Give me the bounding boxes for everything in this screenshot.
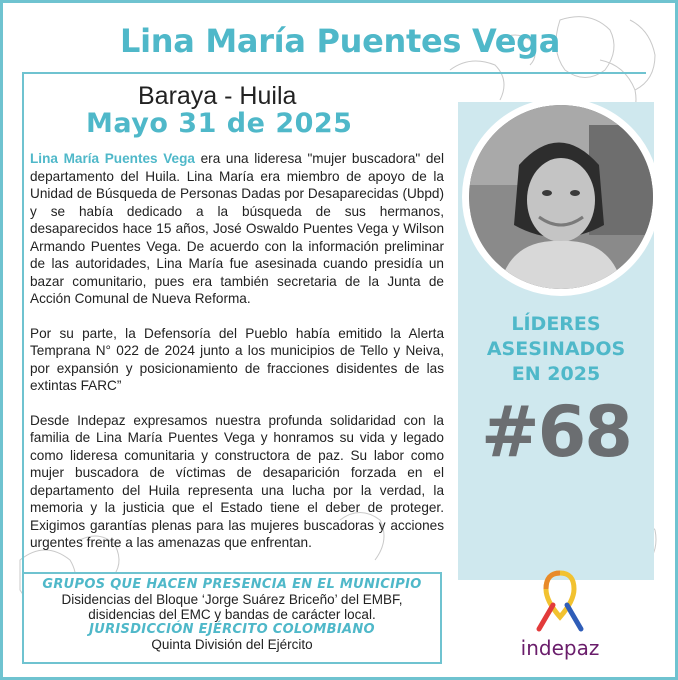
groups-heading: GRUPOS QUE HACEN PRESENCIA EN EL MUNICIPIO xyxy=(42,577,422,592)
left-rule xyxy=(22,74,24,574)
portrait-illustration xyxy=(469,105,653,289)
leader-count-number: #68 xyxy=(480,391,632,473)
highlighted-name: Lina María Puentes Vega xyxy=(30,151,195,166)
indepaz-ribbon-icon xyxy=(525,565,595,635)
location: Baraya - Huila xyxy=(138,82,297,110)
leaders-murdered-label xyxy=(458,312,654,387)
indepaz-logo-text: indepaz xyxy=(520,636,600,660)
date: Mayo 31 de 2025 xyxy=(86,108,353,139)
article-body xyxy=(30,150,444,569)
groups-line-2: disidencias del EMC y bandas de carácter local. xyxy=(88,607,376,622)
paragraph-2: Por su parte, la Defensoría del Pueblo había emitido la Alerta Temprana N° 022 de 2024 junto a los municipios de Tello y Neiva, por expansión y posicionamiento de fracciones disidentes de las extintas FARC” xyxy=(30,325,444,393)
paragraph-1 xyxy=(30,150,444,308)
paragraph-1-text: era una lideresa "mujer buscadora" del departamento del Huila. Lina María era miembro de apoyo de la Unidad de Búsqueda de Personas Dadas por Desaparecidas (Ubpd) y se había dedicado a la búsqueda de sus hermanos, desaparecidos hace 15 años, José Oswaldo Puentes Vega y Wilson Armando Puentes Vega. De acuerdo con la información preliminar de las autoridades, Lina María fue asesinada cuando presidía un bazar comunitario, pues era también secretaria de la Junta de Acción Comunal de Nueva Reforma. xyxy=(30,151,444,306)
army-heading: JURISDICCIÓN EJÉRCITO COLOMBIANO xyxy=(89,622,375,637)
army-text: Quinta División del Ejército xyxy=(151,637,313,652)
municipality-info-box xyxy=(22,572,442,664)
leaders-line-2: ASESINADOS xyxy=(486,338,626,360)
leaders-line-1: LÍDERES xyxy=(511,313,601,335)
leaders-line-3: EN 2025 xyxy=(511,363,601,385)
paragraph-3: Desde Indepaz expresamos nuestra profunda solidaridad con la familia de Lina María Puentes Vega y honramos su vida y legado como lideresa comunitaria y constructora de paz. Su labor como mujer buscadora de víctimas de desaparición forzada en el departamento del Huila representa una lucha por la verdad, la memoria y la justicia que el Estado tiene el deber de proteger. Exigimos garantías plenas para las mujeres buscadoras y acciones urgentes frente a las amenazas que enfrentan. xyxy=(30,412,444,550)
title-divider xyxy=(22,72,646,74)
leader-name-title: Lina María Puentes Vega xyxy=(119,22,561,60)
groups-line-1: Disidencias del Bloque ‘Jorge Suárez Briceño’ del EMBF, xyxy=(61,592,403,607)
portrait-photo xyxy=(469,105,653,289)
